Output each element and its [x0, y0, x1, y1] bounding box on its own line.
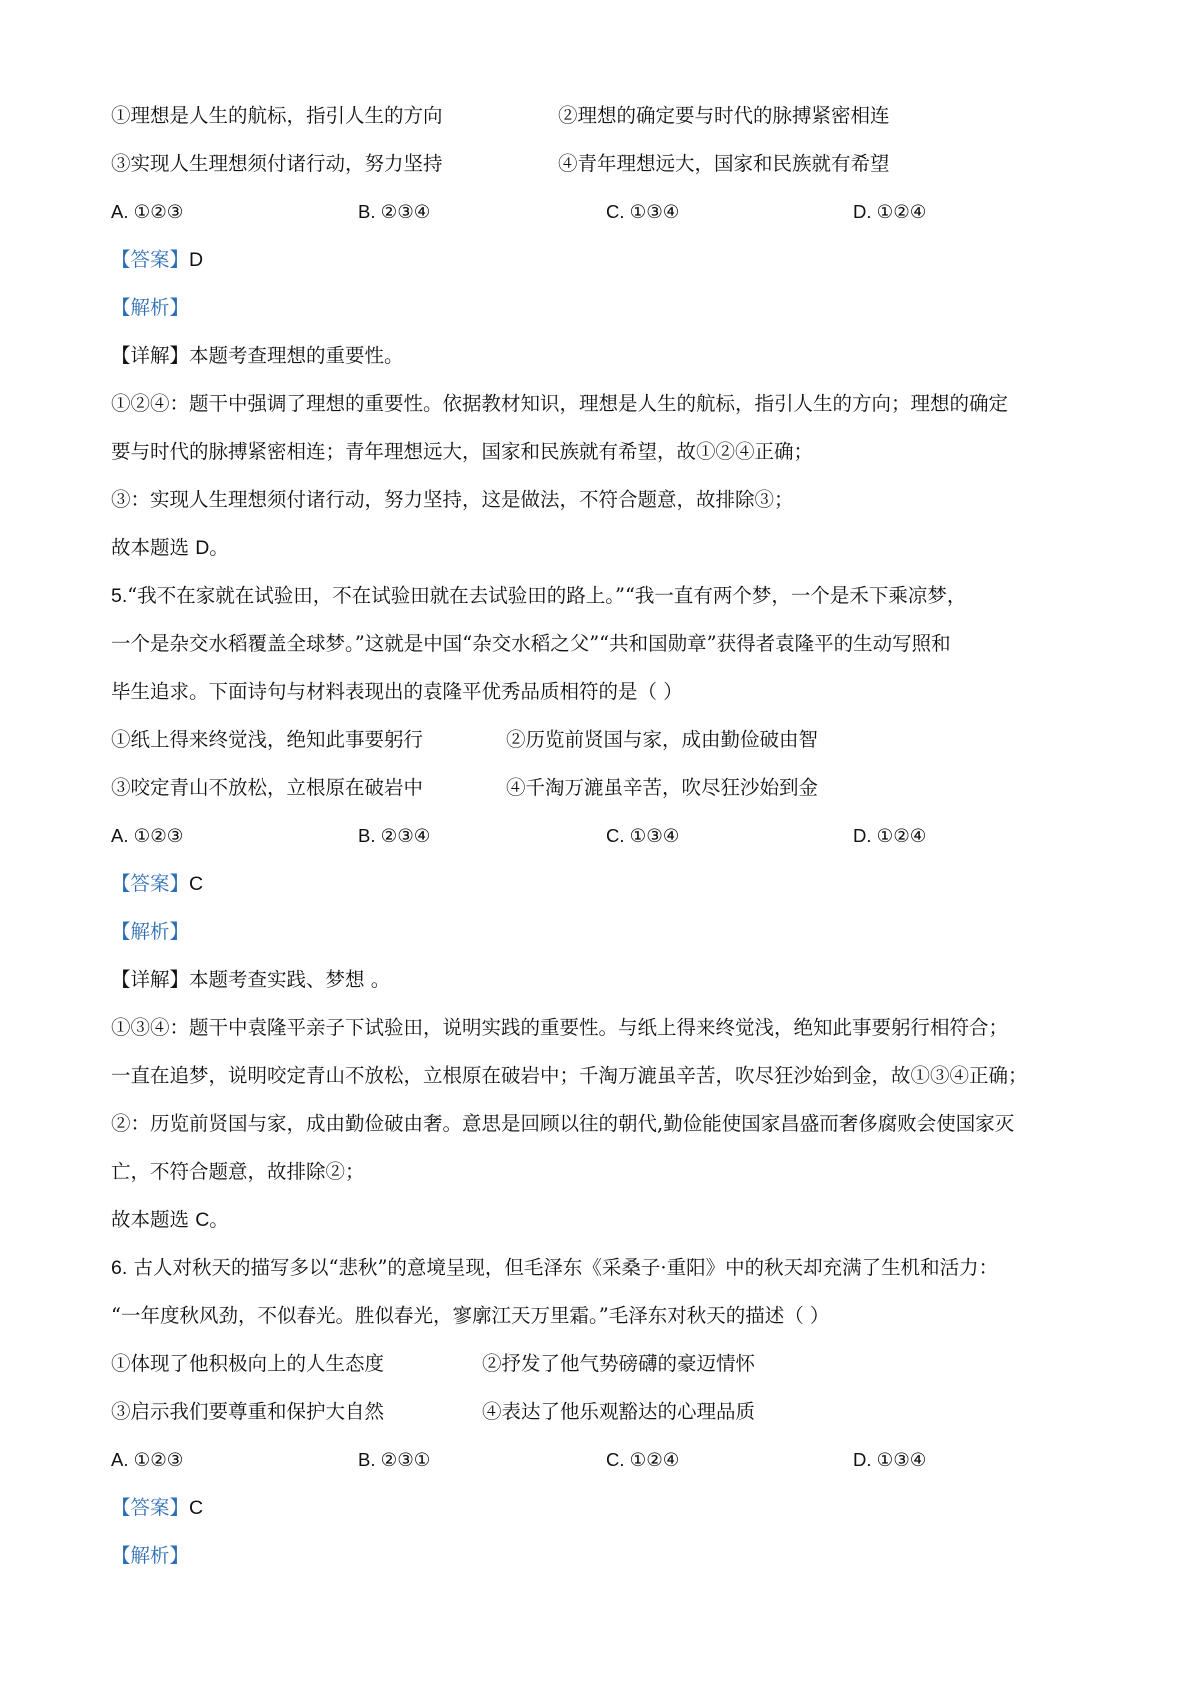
q5-option-4: ④千淘万漉虽辛苦，吹尽狂沙始到金: [506, 776, 819, 799]
answer-value: C: [189, 873, 204, 895]
answer-tag: 【答案】: [111, 872, 190, 895]
q5-explanation-line-4: 亡，不符合题意，故排除②；: [111, 1160, 365, 1183]
q4-explanation-line-3: ③：实现人生理想须付诸行动，努力坚持，这是做法，不符合题意，故排除③；: [111, 488, 794, 511]
q5-detail: 【详解】本题考查实践、梦想 。: [111, 968, 391, 991]
q4-option-4: ④青年理想远大，国家和民族就有希望: [558, 152, 890, 175]
q5-answer: [111, 870, 203, 898]
answer-value: D: [189, 249, 204, 271]
q6-analysis-tag: 【解析】: [111, 1544, 190, 1567]
q5-stem-line-1: 5.“我不在家就在试验田，不在试验田就在去试验田的路上。”“我一直有两个梦，一个是禾下乘凉梦，: [111, 584, 967, 607]
answer-tag: 【答案】: [111, 1496, 190, 1519]
q6-option-4: ④表达了他乐观豁达的心理品质: [482, 1400, 756, 1423]
q4-analysis-tag: 【解析】: [111, 296, 190, 319]
q5-analysis-tag: 【解析】: [111, 920, 190, 943]
q4-choice-c: C. ①③④: [606, 201, 680, 223]
q5-choice-c: C. ①③④: [606, 825, 680, 847]
q6-option-3: ③启示我们要尊重和保护大自然: [111, 1400, 385, 1423]
q4-choice-b: B. ②③④: [358, 201, 431, 223]
q4-option-2: ②理想的确定要与时代的脉搏紧密相连: [558, 104, 890, 127]
q4-option-1: ①理想是人生的航标，指引人生的方向: [111, 104, 443, 127]
q4-explanation-line-1: ①②④：题干中强调了理想的重要性。依据教材知识，理想是人生的航标，指引人生的方向；理想的确定: [111, 392, 1009, 415]
q6-choice-c: C. ①②④: [606, 1449, 680, 1471]
q6-option-1: ①体现了他积极向上的人生态度: [111, 1352, 385, 1375]
q6-number: 6.: [111, 1257, 128, 1279]
q4-option-3: ③实现人生理想须付诸行动，努力坚持: [111, 152, 443, 175]
q5-stem-line-2: 一个是杂交水稻覆盖全球梦。”这就是中国“杂交水稻之父”“共和国勋章”获得者袁隆平的生动写照和: [111, 632, 951, 655]
q4-conclusion: 故本题选 D。: [111, 536, 229, 559]
q4-choice-d: D. ①②④: [853, 201, 927, 223]
q5-choice-b: B. ②③④: [358, 825, 431, 847]
q4-explanation-line-2: 要与时代的脉搏紧密相连；青年理想远大，国家和民族就有希望，故①②④正确；: [111, 440, 814, 463]
q6-choice-a: A. ①②③: [111, 1449, 184, 1471]
q5-conclusion: 故本题选 C。: [111, 1208, 229, 1231]
q5-option-2: ②历览前贤国与家，成由勤俭破由智: [506, 728, 819, 751]
q5-option-3: ③咬定青山不放松，立根原在破岩中: [111, 776, 424, 799]
q6-option-2: ②抒发了他气势磅礴的豪迈情怀: [482, 1352, 756, 1375]
q4-detail: 【详解】本题考查理想的重要性。: [111, 344, 404, 367]
q5-explanation-line-2: 一直在追梦，说明咬定青山不放松，立根原在破岩中；千淘万漉虽辛苦，吹尽狂沙始到金，故①③④正确；: [111, 1064, 1028, 1087]
q5-explanation-line-3: ②：历览前贤国与家，成由勤俭破由奢。意思是回顾以往的朝代,勤俭能使国家昌盛而奢侈腐败会使国家灭: [111, 1112, 1015, 1135]
q4-answer: [111, 246, 203, 274]
q5-choice-a: A. ①②③: [111, 825, 184, 847]
q6-choice-b: B. ②③①: [358, 1449, 431, 1471]
q6-stem-line-2: “一年度秋风劲，不似春光。胜似春光，寥廓江天万里霜。”毛泽东对秋天的描述（ ）: [111, 1304, 830, 1327]
q5-option-1: ①纸上得来终觉浅，绝知此事要躬行: [111, 728, 424, 751]
q6-stem-line-1: 6. 古人对秋天的描写多以“悲秋”的意境呈现，但毛泽东《采桑子·重阳》中的秋天却充满了生机和活力：: [111, 1256, 999, 1279]
q5-explanation-line-1: ①③④：题干中袁隆平亲子下试验田，说明实践的重要性。与纸上得来终觉浅，绝知此事要躬行相符合；: [111, 1016, 1009, 1039]
q5-choice-d: D. ①②④: [853, 825, 927, 847]
q6-answer: [111, 1494, 203, 1522]
answer-value: C: [189, 1497, 204, 1519]
q5-number: 5.: [111, 585, 128, 607]
answer-tag: 【答案】: [111, 248, 190, 271]
q5-stem-line-3: 毕生追求。下面诗句与材料表现出的袁隆平优秀品质相符的是（ ）: [111, 680, 683, 703]
q4-choice-a: A. ①②③: [111, 201, 184, 223]
q6-choice-d: D. ①③④: [853, 1449, 927, 1471]
